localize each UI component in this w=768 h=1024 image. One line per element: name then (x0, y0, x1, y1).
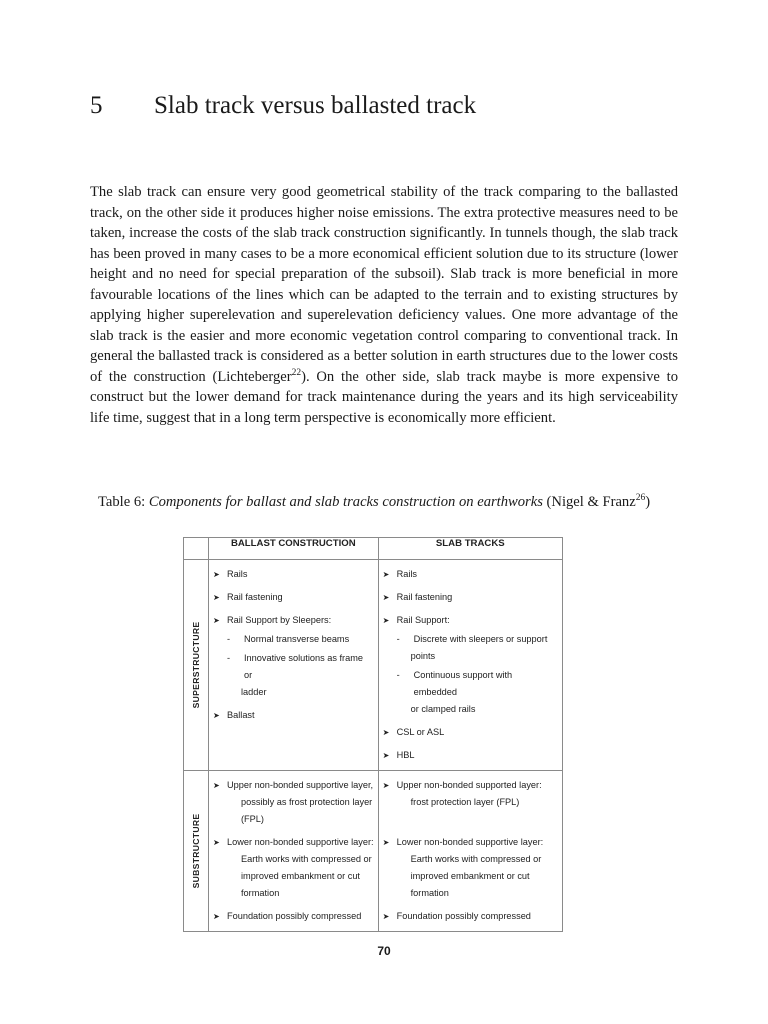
section-number: 5 (90, 92, 103, 119)
arrowhead-bullet-icon: ➤ (382, 781, 390, 790)
list-item: ➤ Upper non-bonded supportive layer, (213, 777, 374, 794)
sub-item: - Normal transverse beams (213, 631, 374, 648)
arrowhead-bullet-icon: ➤ (382, 838, 390, 847)
paragraph-text-2: ). On the other side, slab track maybe is more expensive to construct but the lower demand for track maintenance during the years and its high serviceability life time, suggest that in a long term perspective is economically more efficient. (90, 368, 678, 426)
list-item: ➤ Ballast (213, 707, 374, 724)
arrowhead-bullet-icon: ➤ (382, 593, 390, 602)
list-item: ➤ Upper non-bonded supported layer: (383, 777, 558, 794)
caption-citation-close: ) (645, 494, 651, 510)
table-row-superstructure (184, 560, 563, 771)
caption-label: Table 6: (98, 494, 149, 510)
dash-marker: - (227, 653, 231, 663)
sub-item: - Continuous support with embedded (383, 667, 558, 701)
list-item: ➤ Lower non-bonded supportive layer: (383, 834, 558, 851)
list-item: ➤ Rail fastening (383, 589, 558, 606)
header-ballast: BALLAST CONSTRUCTION (209, 538, 379, 560)
arrowhead-bullet-icon: ➤ (382, 751, 390, 760)
arrowhead-bullet-icon: ➤ (213, 616, 220, 625)
paragraph-text-1: The slab track can ensure very good geometrical stability of the track comparing to the ballasted track, on the other side it produces higher noise emissions. The extra protective measures need to be taken, increase the costs of the slab track construction significantly. In tunnels though, the slab track has been proved in many cases to be a more economical efficient solution due to its structure (lower height and no need for special preparation of the subsoil). Slab track is more beneficial in more favourable locations of the lines which can be adapted to the terrain and to existing structures by applying higher superelevation and superelevation deficiency values. One more advantage of the slab track is the easier and more economic vegetation control comparing to conventional track. In general the ballasted track is considered as a better solution in earth structures due to the lower costs of the construction (Lichteberger (90, 184, 678, 385)
sub-item-continuation: ladder (241, 687, 267, 697)
arrowhead-bullet-icon: ➤ (213, 912, 220, 921)
sub-item-continuation: or clamped rails (410, 704, 476, 714)
list-item: ➤ Rails (383, 566, 558, 583)
caption-citation: (Nigel & Franz (542, 494, 636, 510)
sub-item: - Innovative solutions as frame or (213, 650, 374, 684)
superstructure-label: SUPERSTRUCTURE (191, 621, 201, 709)
dash-marker: - (396, 634, 400, 644)
list-item: ➤ Rails (213, 566, 374, 583)
header-slab: SLAB TRACKS (378, 538, 562, 560)
substructure-label: SUBSTRUCTURE (191, 813, 201, 889)
item-continuation: possibly as frost protection layer (241, 797, 373, 807)
arrowhead-bullet-icon: ➤ (213, 781, 220, 790)
list-item: ➤ Rail fastening (213, 589, 374, 606)
cell-slab-superstructure (378, 560, 562, 771)
table-corner (184, 538, 209, 560)
list-item: ➤ Rail Support by Sleepers: (213, 612, 374, 629)
item-continuation: formation (410, 888, 449, 898)
reference-26: 26 (635, 493, 646, 504)
list-item: ➤ HBL (383, 747, 558, 764)
arrowhead-bullet-icon: ➤ (213, 593, 220, 602)
cell-ballast-substructure (209, 771, 379, 932)
cell-slab-substructure (378, 771, 562, 932)
arrowhead-bullet-icon: ➤ (382, 912, 390, 921)
item-continuation: frost protection layer (FPL) (410, 797, 520, 807)
list-item: ➤ Foundation possibly compressed (213, 908, 374, 925)
arrowhead-bullet-icon: ➤ (213, 570, 220, 579)
item-continuation: (FPL) (241, 814, 264, 824)
arrowhead-bullet-icon: ➤ (382, 616, 390, 625)
list-item: ➤ CSL or ASL (383, 724, 558, 741)
sub-item: - Discrete with sleepers or support (383, 631, 558, 648)
table-caption (98, 494, 718, 511)
section-title: Slab track versus ballasted track (154, 92, 477, 119)
sub-item-continuation: points (410, 651, 436, 661)
section-heading (90, 92, 476, 120)
arrowhead-bullet-icon: ➤ (382, 570, 390, 579)
row-label-superstructure (184, 560, 209, 771)
list-item: ➤ Foundation possibly compressed (383, 908, 558, 925)
components-table (183, 537, 563, 932)
caption-title: Components for ballast and slab tracks construction on earthworks (148, 494, 543, 510)
item-continuation: improved embankment or cut (410, 871, 530, 881)
item-continuation: Earth works with compressed or (410, 854, 542, 864)
dash-marker: - (227, 634, 231, 644)
list-item: ➤ Rail Support: (383, 612, 558, 629)
item-continuation: formation (241, 888, 280, 898)
cell-ballast-superstructure (209, 560, 379, 771)
page-number: 70 (377, 944, 391, 958)
table-header-row (184, 538, 563, 560)
body-paragraph (90, 182, 678, 428)
reference-22: 22 (291, 367, 302, 378)
row-label-substructure (184, 771, 209, 932)
dash-marker: - (396, 670, 400, 680)
list-item: ➤ Lower non-bonded supportive layer: (213, 834, 374, 851)
arrowhead-bullet-icon: ➤ (382, 728, 390, 737)
arrowhead-bullet-icon: ➤ (213, 838, 220, 847)
arrowhead-bullet-icon: ➤ (213, 711, 220, 720)
item-continuation: Earth works with compressed or (241, 854, 372, 864)
table-row-substructure (184, 771, 563, 932)
item-continuation: improved embankment or cut (241, 871, 360, 881)
